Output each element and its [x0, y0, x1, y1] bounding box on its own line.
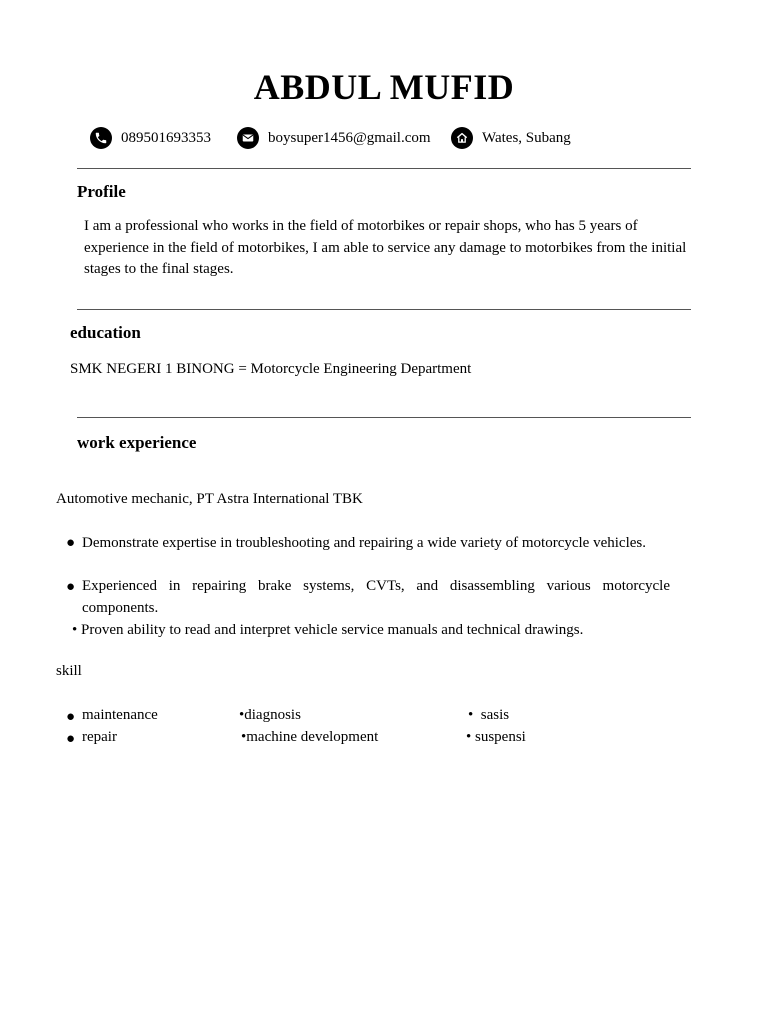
education-text: SMK NEGERI 1 BINONG = Motorcycle Engineering Department — [70, 361, 472, 377]
work-bullet-1: Demonstrate expertise in troubleshooting and repairing a wide variety of motorcycle vehicles. — [82, 535, 646, 551]
skill-item: repair — [82, 729, 117, 745]
mail-icon — [237, 127, 259, 149]
home-icon — [451, 127, 473, 149]
contact-phone — [90, 127, 211, 149]
email-address: boysuper1456@gmail.com — [268, 129, 431, 146]
bullet-dot: ● — [66, 731, 76, 747]
divider — [77, 309, 691, 310]
skill-item: maintenance — [82, 707, 158, 723]
bullet-dot: ● — [66, 579, 76, 595]
skill-item: •machine development — [241, 729, 379, 745]
resume-name: ABDUL MUFID — [253, 67, 515, 107]
contact-email — [237, 127, 431, 149]
divider — [77, 168, 691, 169]
work-bullet-3: • Proven ability to read and interpret vehicle service manuals and technical drawings. — [72, 622, 584, 638]
profile-text: I am a professional who works in the field of motorbikes or repair shops, who has 5 years of experience in the field of motorbikes, I am able to service any damage to motorbikes from the initial stages to the final stages. — [84, 218, 687, 277]
divider — [77, 417, 691, 418]
skill-item: •diagnosis — [239, 707, 301, 723]
profile-heading: Profile — [77, 182, 126, 201]
contact-address — [451, 127, 571, 149]
address-text: Wates, Subang — [482, 129, 571, 146]
phone-icon — [90, 127, 112, 149]
education-heading: education — [70, 323, 141, 342]
work-heading: work experience — [77, 433, 197, 452]
skill-item: • suspensi — [466, 729, 526, 745]
skill-heading: skill — [56, 663, 82, 679]
skill-item: • sasis — [468, 707, 510, 723]
phone-number: 089501693353 — [121, 129, 211, 146]
bullet-dot: ● — [66, 535, 76, 551]
job-title: Automotive mechanic, PT Astra International TBK — [56, 491, 363, 507]
work-bullet-2: Experienced in repairing brake systems, CVTs, and disassembling various motorcycle components. — [82, 578, 670, 616]
bullet-dot: ● — [66, 709, 76, 725]
